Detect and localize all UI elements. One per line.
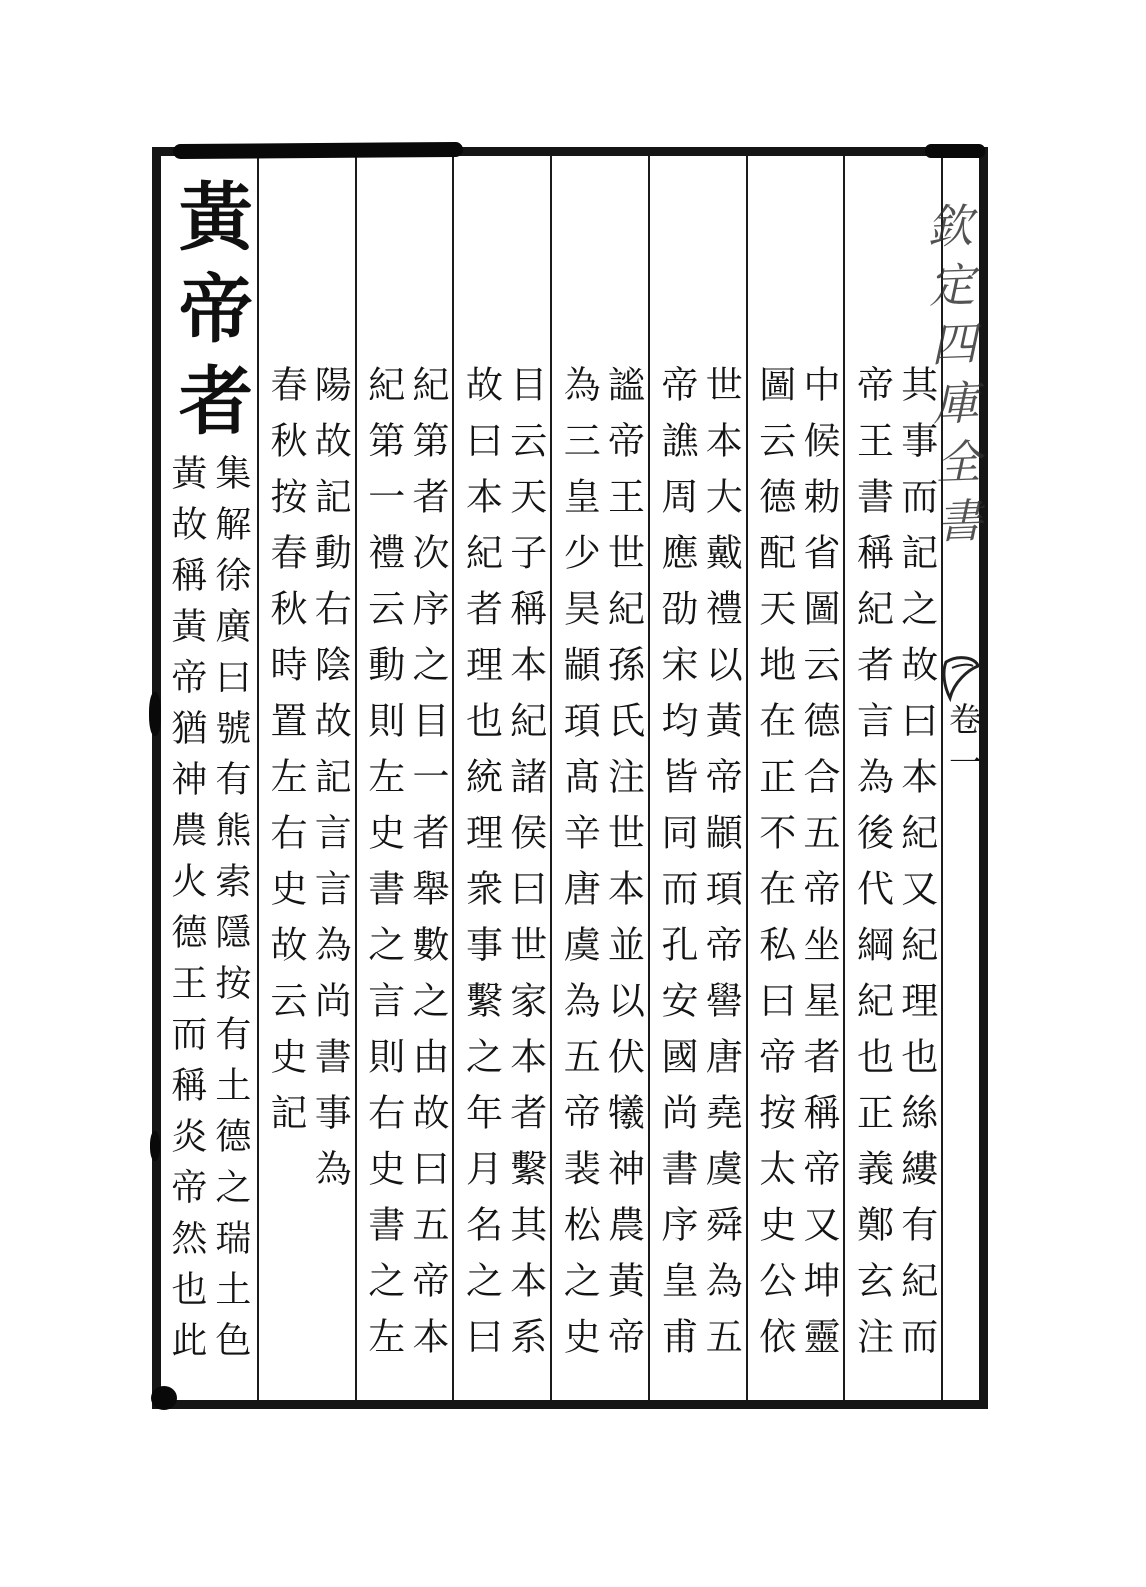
volume-marker: 卷一	[944, 702, 980, 788]
column-row	[161, 156, 984, 1400]
commentary-line-left: 春秋按春秋時置左右史故云史記	[264, 365, 305, 1149]
main-text-heading: 黃帝者	[167, 178, 250, 454]
commentary-line-right: 世本大戴禮以黃帝顓頊帝嚳唐堯虞舜為五	[699, 365, 741, 1373]
ink-smudge	[149, 692, 161, 736]
commentary-line-right: 其事而記之故曰本紀又紀理也絲縷有紀而	[894, 365, 936, 1373]
commentary-line-right: 集解徐廣曰號有熊索隱按有土德之瑞土色	[210, 454, 251, 1372]
margin-column	[919, 156, 984, 1400]
ink-smudge	[150, 1131, 160, 1161]
commentary-line-left: 紀第一禮云動則左史書之言則右史書之左	[361, 365, 403, 1373]
collation-mark-icon	[939, 652, 983, 709]
commentary-line-left: 故曰本紀者理也統理衆事繫之年月名之曰	[459, 365, 501, 1373]
commentary-line-right: 中候勅省圖云德合五帝坐星者稱帝又坤靈	[797, 365, 838, 1373]
commentary-line-left: 帝譙周應劭宋均皆同而孔安國尚書序皇甫	[655, 365, 696, 1373]
ink-smudge	[173, 142, 463, 159]
commentary-line-left: 帝王書稱紀者言為後代綱紀也正義鄭玄注	[850, 365, 892, 1373]
text-column-3	[648, 156, 746, 1400]
text-column-7	[257, 156, 355, 1400]
commentary-line-left: 圖云德配天地在正不在私曰帝按太史公依	[752, 365, 794, 1373]
ink-smudge	[151, 1386, 177, 1410]
running-title: 欽定四庫全書	[919, 201, 984, 557]
commentary-line-right: 目云天子稱本紀諸侯曰世家本者繫其本系	[503, 365, 545, 1373]
text-column-6	[355, 156, 453, 1400]
text-column-5	[452, 156, 550, 1400]
text-column-2	[746, 156, 844, 1400]
text-column-8	[161, 156, 257, 1400]
text-column-4	[550, 156, 648, 1400]
commentary-line-left: 為三皇少昊顓頊髙辛唐虞為五帝裴松之史	[557, 365, 599, 1373]
commentary-line-right: 謐帝王世紀孫氏注世本並以伏犧神農黃帝	[601, 365, 643, 1373]
commentary-line-left: 黃故稱黃帝猶神農火德王而稱炎帝然也此	[166, 454, 207, 1372]
page-frame	[152, 147, 988, 1409]
ink-smudge	[925, 144, 985, 158]
commentary-line-right: 陽故記動右陰故記言言為尚書事為	[308, 365, 350, 1205]
commentary-line-right: 紀第者次序之目一者舉數之由故曰五帝本	[406, 365, 447, 1373]
